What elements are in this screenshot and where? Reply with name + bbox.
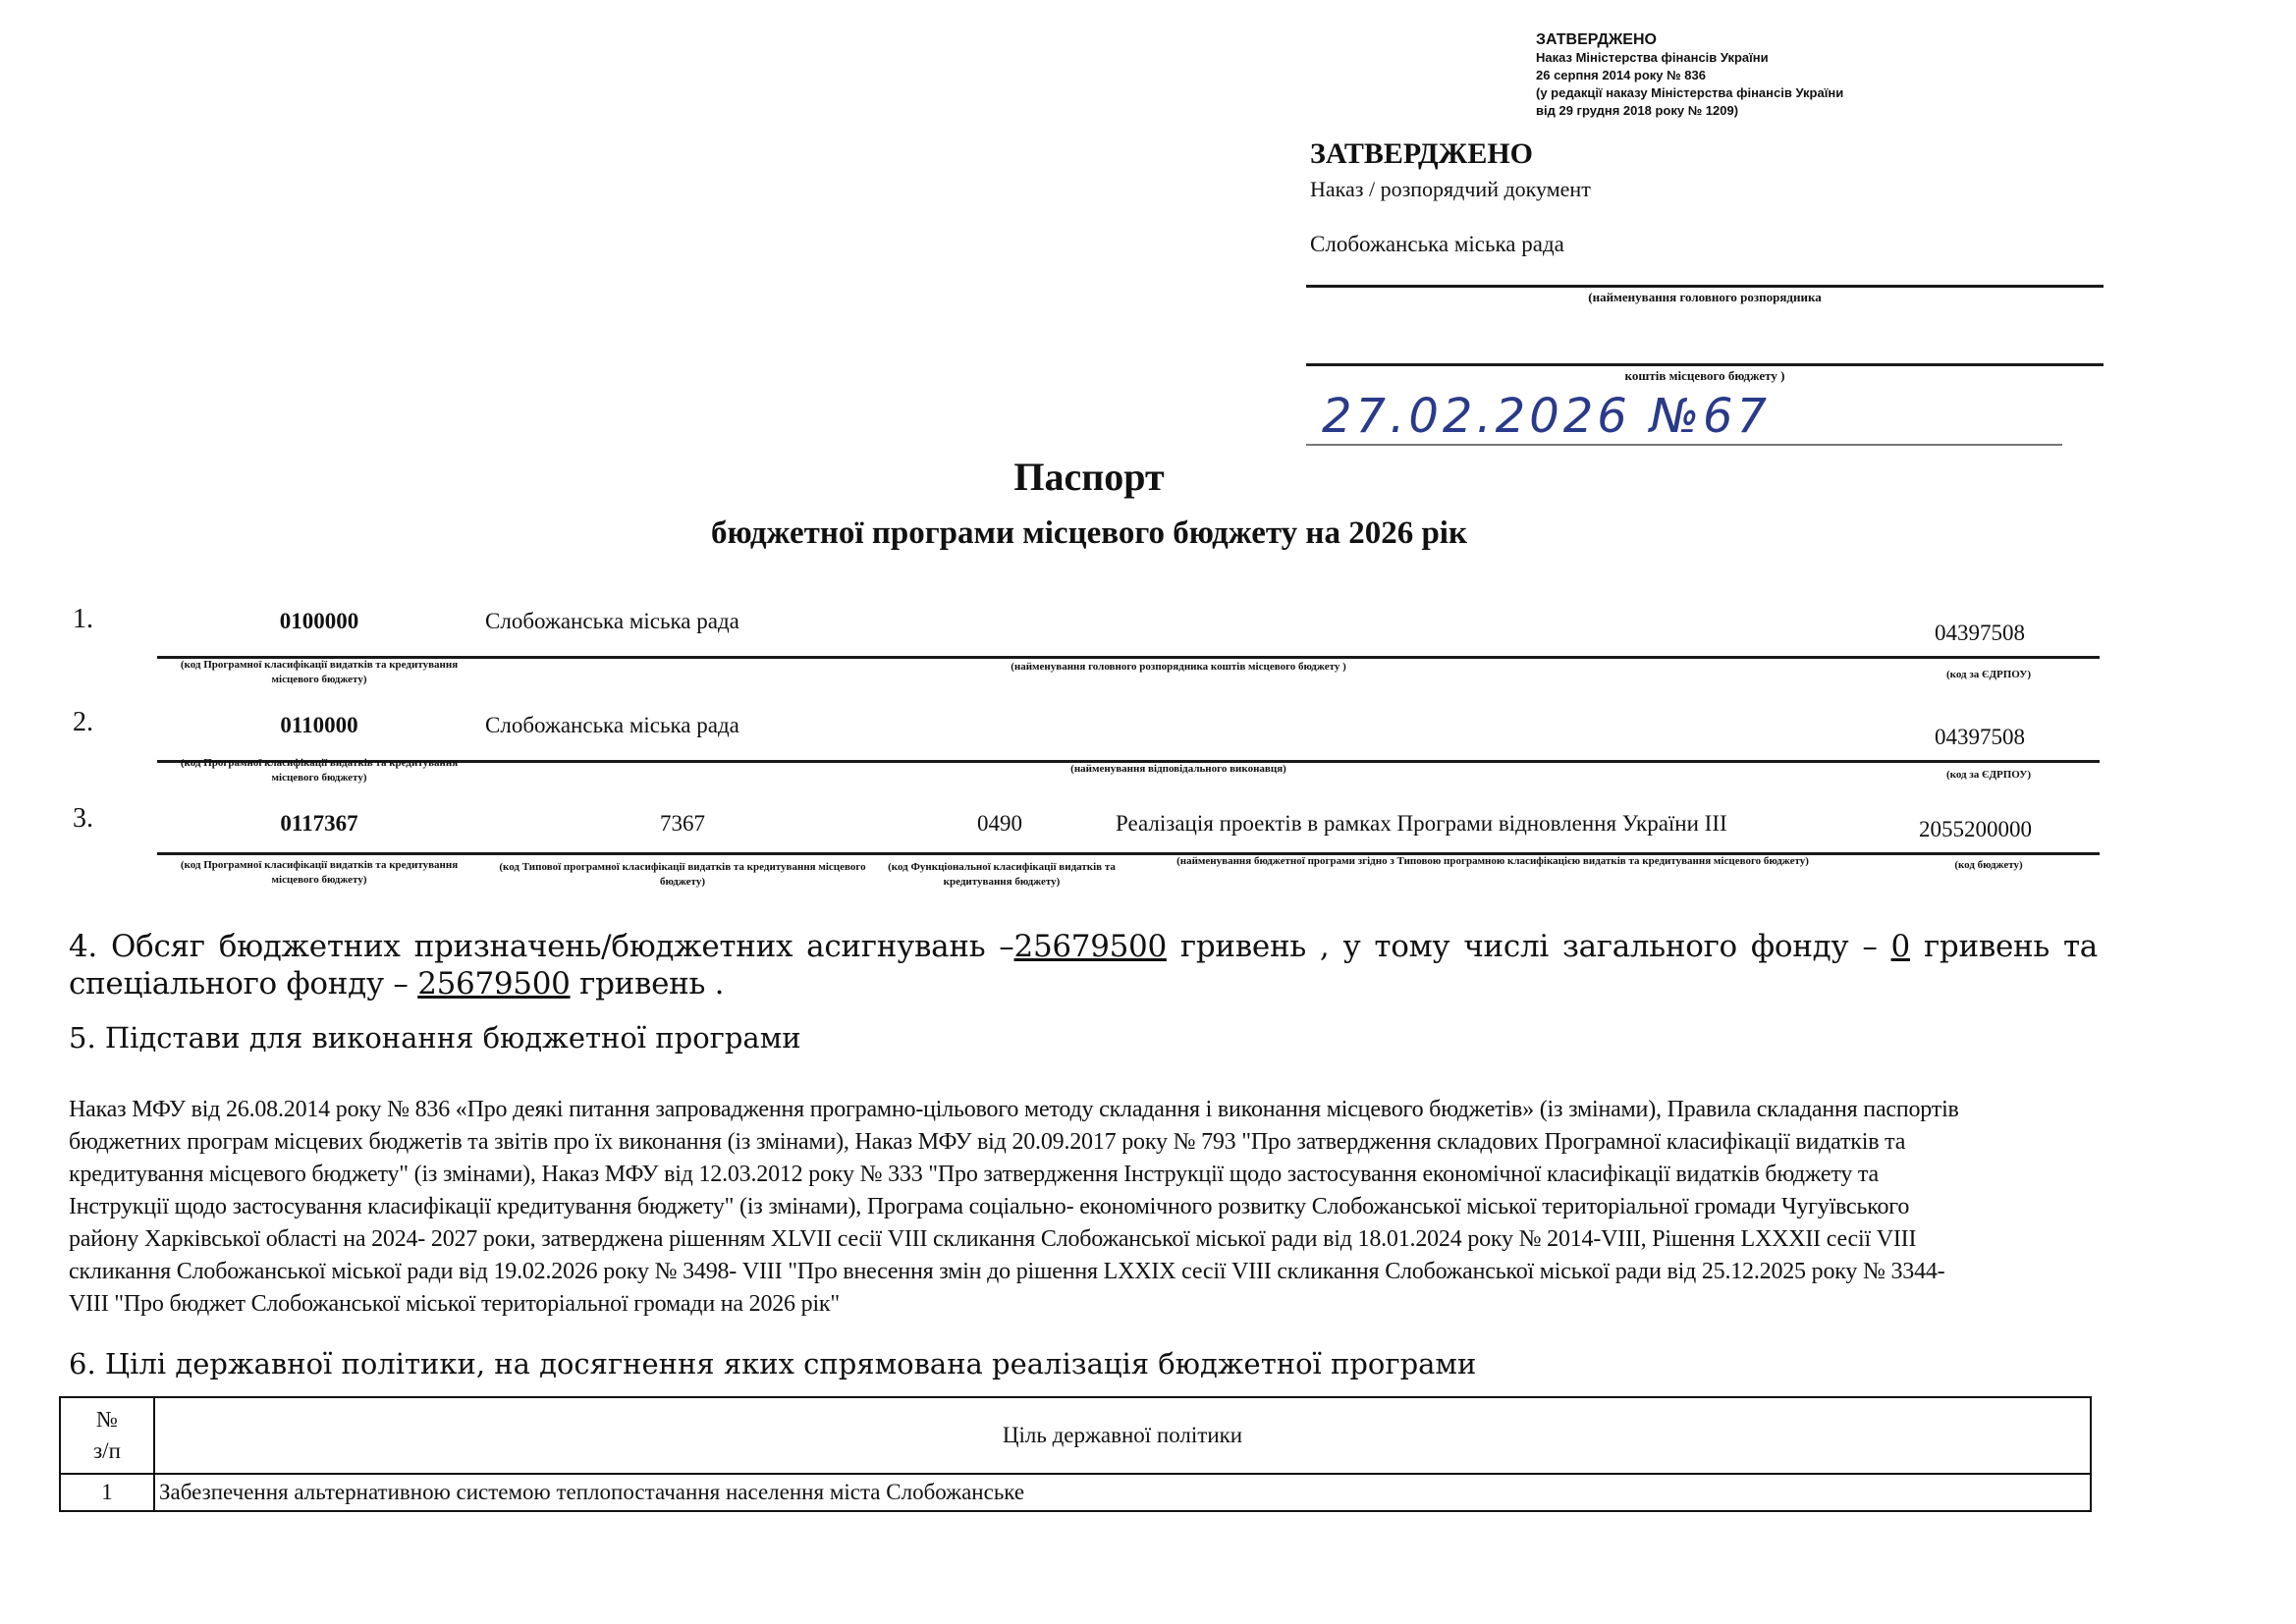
col-number-header <box>60 1397 154 1474</box>
caption-manager-name: (найменування головного розпорядника коштів місцевого бюджету ) <box>1011 661 1346 673</box>
section-5-line: Інструкції щодо застосування класифікації кредитування бюджету" (із змінами), Програма соціально- економічного розвитку Слобожанської міської територіальної громади Чугуївського <box>69 1194 1910 1219</box>
caption-fkvk: (код Функціональної класифікації видатків та кредитування бюджету) <box>888 861 1116 888</box>
budget-program-name: Реалізація проектів в рамках Програми відновлення України ІІІ <box>1116 811 1727 836</box>
goals-table <box>59 1396 2092 1512</box>
approved-label-1: (найменування головного розпорядника <box>1588 290 1822 304</box>
approved-label-2: коштів місцевого бюджету ) <box>1624 368 1785 383</box>
caption-program-code: (код Програмної класифікації видатків та кредитування місцевого бюджету) <box>180 659 459 685</box>
goal-number: 1 <box>60 1474 154 1511</box>
caption-edrpou: (код за ЄДРПОУ) <box>1945 669 2031 680</box>
ministry-approval-line: від 29 грудня 2018 року № 1209) <box>1536 103 1739 118</box>
ministry-approval-line: Наказ Міністерства фінансів України <box>1536 50 1769 65</box>
tpkvk-code: 7367 <box>660 811 705 836</box>
row-number: 2. <box>73 707 93 737</box>
row-number: 3. <box>73 803 93 834</box>
signature-line <box>1306 444 2062 446</box>
ministry-approval-title: ЗАТВЕРДЖЕНО <box>1536 31 1657 48</box>
caption-tpkvk: (код Типової програмної класифікації видатків та кредитування місцевого бюджету) <box>499 861 866 888</box>
ministry-approval-line: 26 серпня 2014 року № 836 <box>1536 68 1706 82</box>
col-number-label: № <box>96 1407 118 1432</box>
page-subtitle: бюджетної програми місцевого бюджету на 2026 рік <box>711 515 1467 551</box>
executor-name: Слобожанська міська рада <box>485 713 739 737</box>
section-4-text: 4. Обсяг бюджетних призначень/бюджетних асигнувань – <box>69 929 1014 964</box>
section-5-line: скликання Слобожанської міської ради від 19.02.2026 року № 3498- VIII "Про внесення змін до рішення LXXIX сесії VIII скликання Слобожанської міської ради від 25.12.2025 року № 3344- <box>69 1259 1945 1284</box>
ministry-approval-line: (у редакції наказу Міністерства фінансів України <box>1536 85 1844 100</box>
section-4-text: гривень та спеціального фонду – <box>69 929 2098 1001</box>
section-5-title: 5. Підстави для виконання бюджетної програми <box>69 1021 801 1055</box>
section-5-line: кредитування місцевого бюджету" (із змінами), Наказ МФУ від 12.03.2012 року № 333 "Про затвердження Інструкції щодо застосування економічної класифікації видатків бюджету та <box>69 1162 1879 1187</box>
caption-program-code: (код Програмної класифікації видатків та кредитування місцевого бюджету) <box>180 757 459 784</box>
program-manager-name: Слобожанська міська рада <box>485 609 739 633</box>
caption-program-code: (код Програмної класифікації видатків та кредитування місцевого бюджету) <box>180 859 459 886</box>
row-number: 1. <box>73 604 93 634</box>
approved-org: Слобожанська міська рада <box>1310 232 1564 256</box>
approved-doc: Наказ / розпорядчий документ <box>1310 177 1591 201</box>
program-code: 0100000 <box>279 609 359 633</box>
table-row <box>60 1474 2091 1511</box>
section-5-text <box>69 1094 2111 1321</box>
section-4-text: гривень , у тому числі загального фонду – <box>1166 929 1891 964</box>
budget-code: 2055200000 <box>1919 817 2032 841</box>
goal-text: Забезпечення альтернативною системою теплопостачання населення міста Слобожанське <box>154 1474 2091 1511</box>
caption-executor-name: (найменування відповідального виконавця) <box>1070 763 1286 775</box>
edrpou-code: 04397508 <box>1935 621 2025 645</box>
ministry-approval-block <box>1536 31 1843 120</box>
special-fund-amount: 25679500 <box>417 966 571 1001</box>
program-code: 0117367 <box>280 811 358 836</box>
col-number-label: з/п <box>93 1438 121 1463</box>
col-goal-header: Ціль державної політики <box>154 1397 2091 1474</box>
caption-program-name: (найменування бюджетної програми згідно з Типовою програмною класифікацією видатків та кредитування місцевого бюджету) <box>1176 855 1809 867</box>
edrpou-code: 04397508 <box>1935 725 2025 749</box>
page-title: Паспорт <box>1013 455 1165 499</box>
approved-org-line <box>1306 285 2104 288</box>
table-header-row <box>60 1397 2091 1474</box>
section-4-text: гривень . <box>570 966 725 1001</box>
section-5-line: Наказ МФУ від 26.08.2014 року № 836 «Про деякі питання запровадження програмно-цільового методу складання і виконання місцевого бюджетів» (із змінами), Правила складання паспортів <box>69 1097 1959 1122</box>
section-4-budget-volume <box>69 928 2098 1002</box>
approved-title: ЗАТВЕРДЖЕНО <box>1310 137 1533 170</box>
section-5-line: VIII "Про бюджет Слобожанської міської територіальної громади на 2026 рік" <box>69 1291 840 1317</box>
section-6-title: 6. Цілі державної політики, на досягнення яких спрямована реалізація бюджетної програми <box>69 1347 1477 1380</box>
section-5-line: району Харківської області на 2024- 2027 роки, затверджена рішенням XLVII сесії VIII скликання Слобожанської міської ради від 18.01.2024 року № 2014-VIII, Рішення LXXXII сесії VIII <box>69 1226 1917 1252</box>
caption-edrpou: (код за ЄДРПОУ) <box>1945 769 2031 781</box>
approved-blank-line <box>1306 363 2104 366</box>
section-5-line: бюджетних програм місцевих бюджетів та звітів про їх виконання (із змінами), Наказ МФУ від 20.09.2017 року № 793 "Про затвердження складових Програмної класифікації видатків та <box>69 1129 1906 1155</box>
handwritten-date-number: 27.02.2026 №67 <box>1322 389 1772 444</box>
program-code: 0110000 <box>280 713 358 737</box>
caption-budget-code: (код бюджету) <box>1954 859 2023 871</box>
total-amount: 25679500 <box>1013 929 1167 964</box>
fkvk-code: 0490 <box>977 811 1022 836</box>
general-fund-amount: 0 <box>1890 929 1910 964</box>
